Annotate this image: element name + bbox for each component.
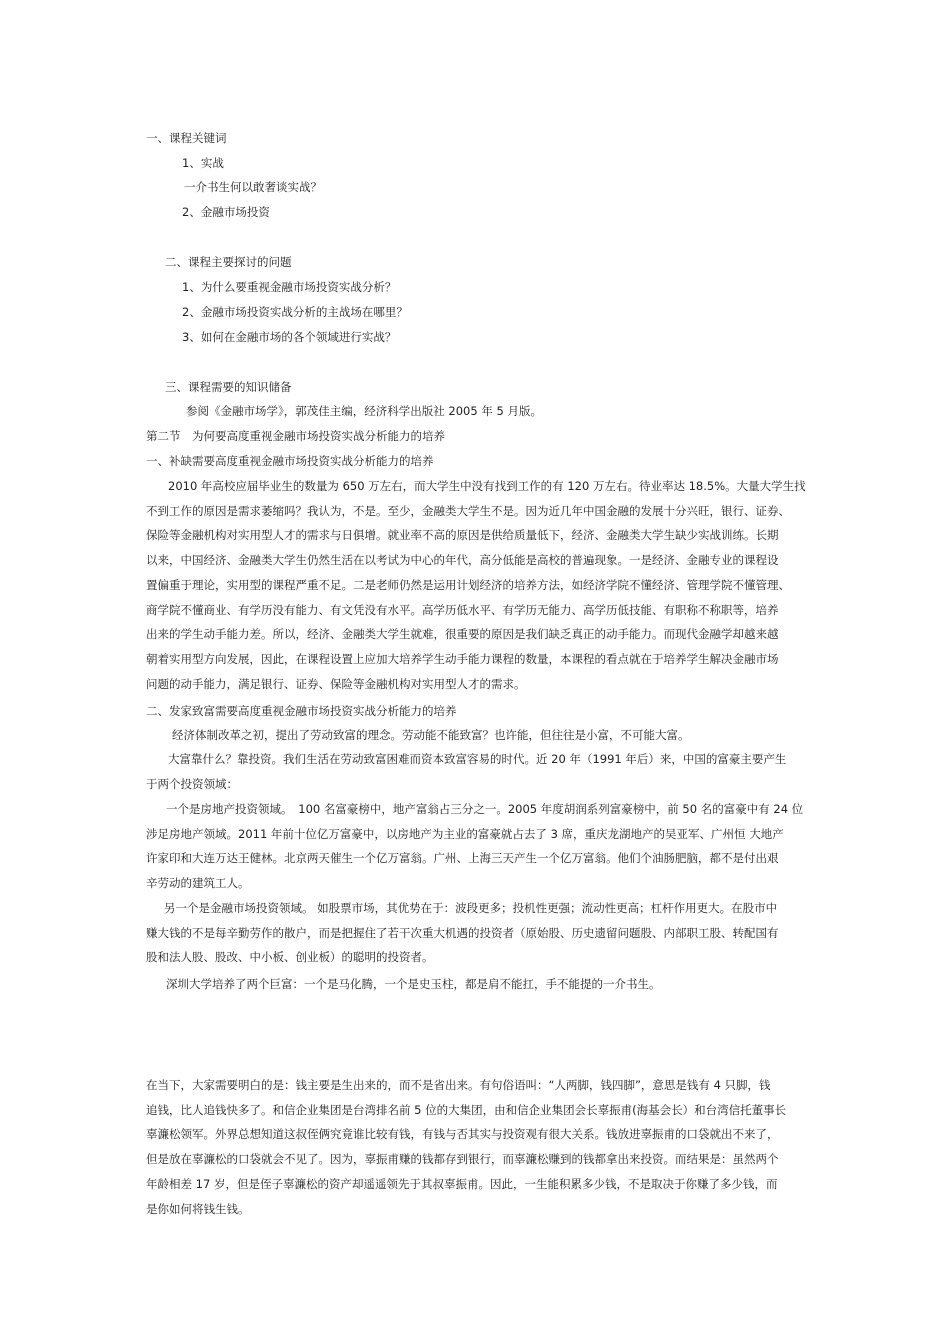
question-2: 2、金融市场投资实战分析的主战场在哪里？ (182, 305, 408, 319)
paragraph-line: 于两个投资领域： (146, 776, 238, 791)
part-2-heading: 二、发家致富需要高度重视金融市场投资实战分析能力的培养 (146, 704, 457, 718)
question-1: 1、为什么要重视金融市场投资实战分析？ (182, 280, 397, 294)
part-2-paragraph-2 (146, 747, 810, 796)
paragraph-line: 一个是房地产投资领域。 100 名富豪榜中，地产富翁占三分之一。2005 年度胡润系列富豪榜中，前 50 名的富豪中有 24 位 (166, 802, 804, 816)
paragraph-line: 是你如何将钱生钱。 (146, 1201, 250, 1216)
keyword-1: 1、实战 (182, 156, 224, 170)
paragraph-line: 另一个是金融市场投资领域。 如股票市场，其优势在于：波段更多；投机性更强；流动性更高；杠杆作用更大。在股市中 (164, 901, 778, 915)
part-1-heading: 一、补缺需要高度重视金融市场投资实战分析能力的培养 (146, 454, 434, 468)
paragraph-line: 商学院不懂商业、有学历没有能力、有文凭没有水平。高学历低水平、有学历无能力、高学历低技能、有职称不称职等，培养 (146, 602, 779, 617)
paragraph-line: 不到工作的原因是需求萎缩吗？我认为，不是。至少，金融类大学生不是。因为近几年中国金融的发展十分兴旺，银行、证券、 (146, 503, 790, 518)
paragraph-line: 辛劳动的建筑工人。 (146, 876, 250, 891)
part-1-paragraph (146, 474, 810, 696)
paragraph-line: 置偏重于理论，实用型的课程严重不足。二是老师仍然是运用计划经济的培养方法，如经济学院不懂经济、管理学院不懂管理、 (146, 577, 790, 592)
paragraph-line: 涉足房地产领域。2011 年前十位亿万富豪中，以房地产为主业的富豪就占去了 3 席，重庆龙湖地产的吴亚军、广州恒 大地产 (146, 826, 784, 841)
paragraph-line: 2010 年高校应届毕业生的数量为 650 万左右，而大学生中没有找到工作的有 120 万左右。待业率达 18.5%。大量大学生找 (168, 479, 806, 493)
paragraph-line: 保险等金融机构对实用型人才的需求与日俱增。就业率不高的原因是供给质量低下，经济、金融类大学生缺少实战训练。长期 (146, 528, 779, 543)
part-2-paragraph-3 (146, 797, 810, 896)
part-2-paragraph-1: 经济体制改革之初，提出了劳动致富的理念。劳动能不能致富？也许能，但往往是小富，不可能大富。 (172, 728, 690, 742)
paragraph-line: 赚大钱的不是每辛勤劳作的散户，而是把握住了若干次重大机遇的投资者（原始股、历史遗留问题股、内部职工股、转配国有 (146, 925, 779, 940)
paragraph-line: 辜濂松领军。外界总想知道这叔侄俩究竟谁比较有钱，有钱与否其实与投资观有很大关系。钱放进辜振甫的口袋就出不来了， (146, 1127, 779, 1142)
section-2-heading: 二、课程主要探讨的问题 (165, 255, 292, 269)
paragraph-line: 年龄相差 17 岁，但是侄子辜濂松的资产却遥遥领先于其叔辜振甫。因此，一生能积累多少钱，不是取决于你赚了多少钱，而 (146, 1176, 778, 1191)
part-2-paragraph-4 (146, 896, 810, 970)
paragraph-line: 股和法人股、股改、中小板、创业板）的聪明的投资者。 (146, 950, 434, 965)
keyword-1-note: 一介书生何以敢奢谈实战？ (184, 180, 322, 194)
chapter-title: 第二节 为何要高度重视金融市场投资实战分析能力的培养 (146, 429, 445, 443)
paragraph-line: 出来的学生动手能力差。所以，经济、金融类大学生就难，很重要的原因是我们缺乏真正的动手能力。而现代金融学却越来越 (146, 627, 779, 642)
part-3-paragraph (146, 1073, 810, 1221)
section-1-heading: 一、课程关键词 (146, 131, 227, 145)
paragraph-line: 朝着实用型方向发展，因此，在课程设置上应加大培养学生动手能力课程的数量，本课程的看点就在于培养学生解决金融市场 (146, 651, 779, 666)
paragraph-line: 但是放在辜濂松的口袋就会不见了。因为，辜振甫赚的钱都存到银行，而辜濂松赚到的钱都拿出来投资。而结果是：虽然两个 (146, 1152, 779, 1167)
keyword-2: 2、金融市场投资 (182, 205, 270, 219)
paragraph-line: 大富靠什么？靠投资。我们生活在劳动致富困难而资本致富容易的时代。近 20 年（1991 年后）来，中国的富豪主要产生 (168, 752, 787, 766)
reference-note: 参阅《金融市场学》，郭茂佳主编，经济科学出版社 2005 年 5 月版。 (186, 404, 542, 418)
paragraph-line: 在当下，大家需要明白的是：钱主要是生出来的，而不是省出来。有句俗语叫：“人两脚，钱四脚”，意思是钱有 4 只脚，钱 (146, 1078, 771, 1092)
part-2-paragraph-5: 深圳大学培养了两个巨富：一个是马化腾，一个是史玉柱，都是肩不能扛，手不能提的一介书生。 (166, 977, 661, 991)
paragraph-line: 以来，中国经济、金融类大学生仍然生活在以考试为中心的年代，高分低能是高校的普遍现象。一是经济、金融专业的课程设 (146, 553, 779, 568)
paragraph-line: 问题的动手能力，满足银行、证券、保险等金融机构对实用型人才的需求。 (146, 676, 526, 691)
section-3-heading: 三、课程需要的知识储备 (165, 380, 292, 394)
paragraph-line: 许家印和大连万达王健林。北京两天催生一个亿万富翁。广州、上海三天产生一个亿万富翁。他们个油肠肥脑，都不是付出艰 (146, 851, 779, 866)
paragraph-line: 追钱，比人追钱快多了。和信企业集团是台湾排名前 5 位的大集团，由和信企业集团会长辜振甫(海基会长）和台湾信托董事长 (146, 1102, 787, 1117)
question-3: 3、如何在金融市场的各个领域进行实战？ (182, 330, 397, 344)
